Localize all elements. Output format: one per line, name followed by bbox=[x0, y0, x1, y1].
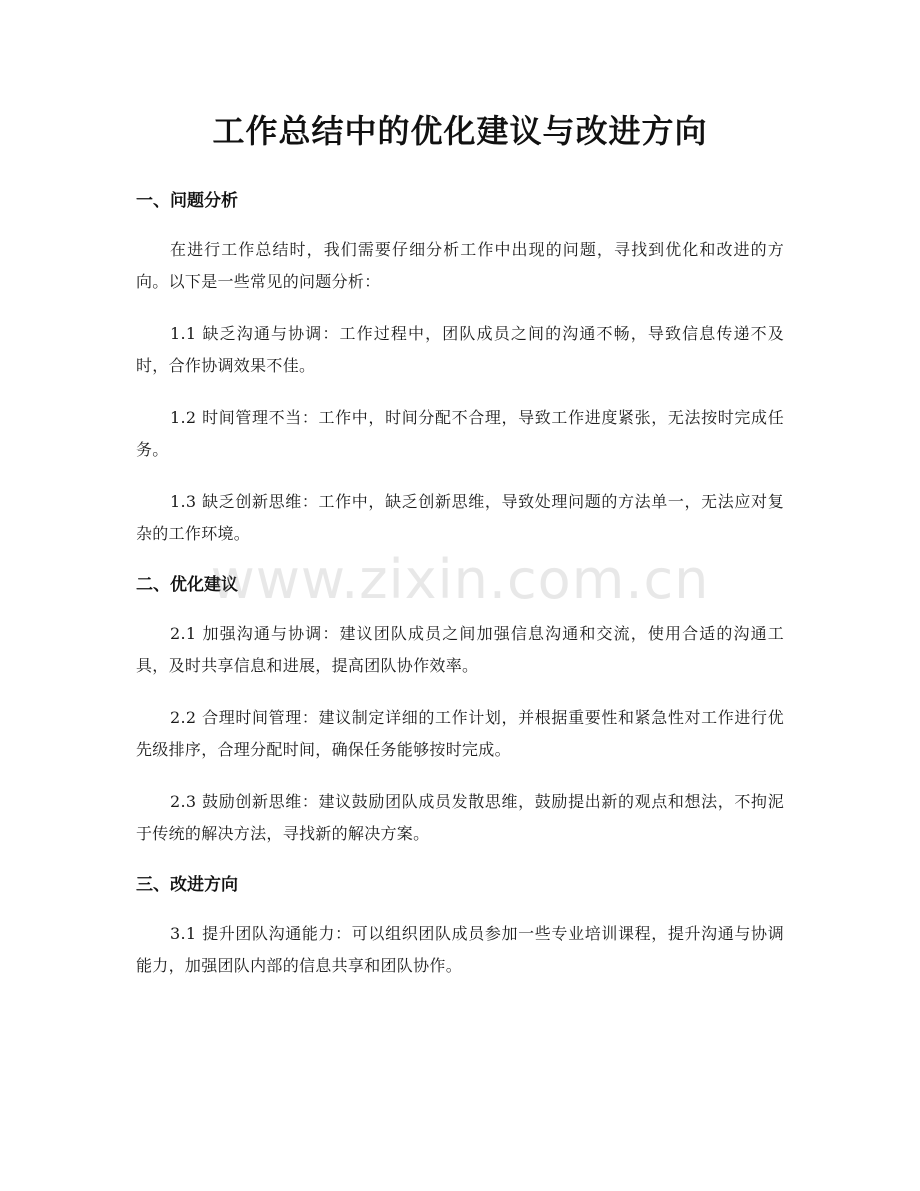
paragraph: 2.1 加强沟通与协调：建议团队成员之间加强信息沟通和交流，使用合适的沟通工具，及时共享信息和进展，提高团队协作效率。 bbox=[136, 624, 784, 675]
paragraph: 1.3 缺乏创新思维：工作中，缺乏创新思维，导致处理问题的方法单一，无法应对复杂的工作环境。 bbox=[136, 492, 784, 543]
watermark: www.zixin.com.cn bbox=[210, 548, 710, 611]
paragraph: 3.1 提升团队沟通能力：可以组织团队成员参加一些专业培训课程，提升沟通与协调能力，加强团队内部的信息共享和团队协作。 bbox=[136, 924, 784, 975]
section-heading: 一、问题分析 bbox=[136, 191, 238, 211]
document-title: 工作总结中的优化建议与改进方向 bbox=[212, 112, 708, 150]
section-optimization-suggestions bbox=[136, 570, 784, 850]
paragraph: 在进行工作总结时，我们需要仔细分析工作中出现的问题，寻找到优化和改进的方向。以下是一些常见的问题分析： bbox=[136, 240, 784, 291]
section-heading: 三、改进方向 bbox=[136, 875, 238, 895]
paragraph: 1.1 缺乏沟通与协调：工作过程中，团队成员之间的沟通不畅，导致信息传递不及时，合作协调效果不佳。 bbox=[136, 324, 784, 375]
document-body bbox=[136, 186, 784, 1002]
paragraph: 2.3 鼓励创新思维：建议鼓励团队成员发散思维，鼓励提出新的观点和想法，不拘泥于传统的解决方法，寻找新的解决方案。 bbox=[136, 792, 784, 843]
paragraph: 1.2 时间管理不当：工作中，时间分配不合理，导致工作进度紧张，无法按时完成任务。 bbox=[136, 408, 784, 459]
paragraph: 2.2 合理时间管理：建议制定详细的工作计划，并根据重要性和紧急性对工作进行优先级排序，合理分配时间，确保任务能够按时完成。 bbox=[136, 708, 784, 759]
section-improvement-direction bbox=[136, 870, 784, 982]
section-heading: 二、优化建议 bbox=[136, 575, 238, 595]
section-problem-analysis bbox=[136, 186, 784, 550]
